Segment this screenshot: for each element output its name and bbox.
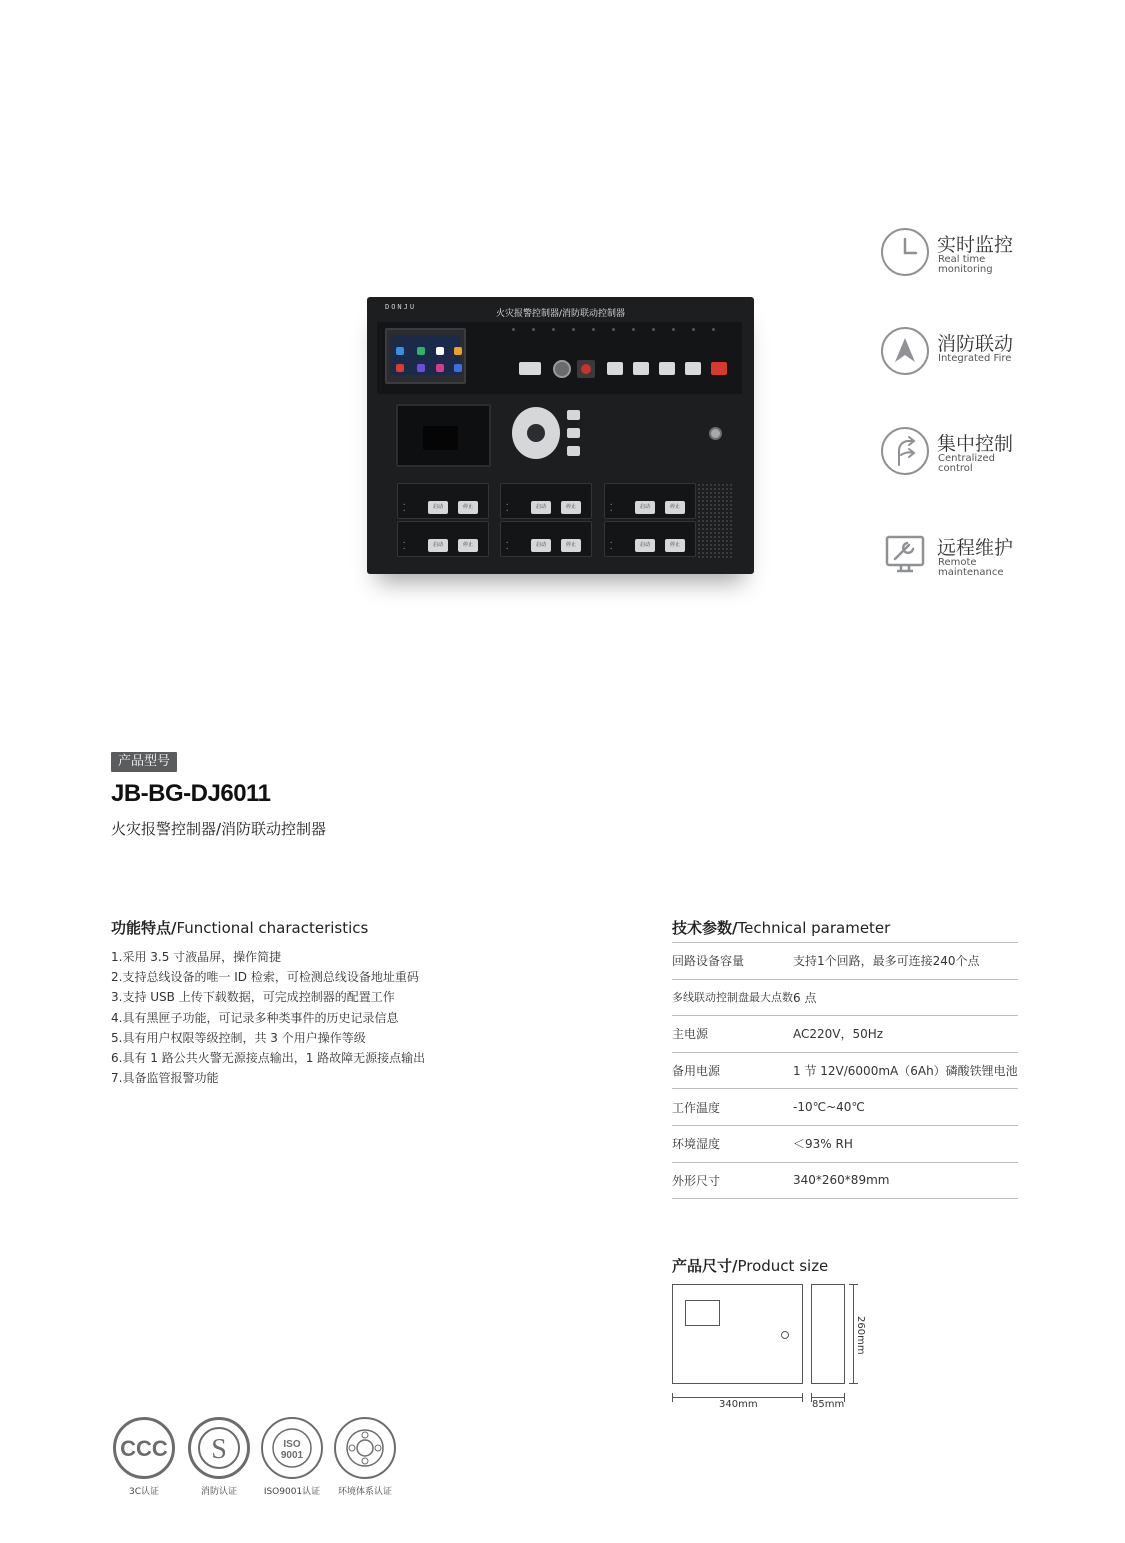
device-module: • • 启动 停止 (397, 483, 489, 519)
side-view (811, 1284, 845, 1384)
list-item: 2.支持总线设备的唯一 ID 检索，可检测总线设备地址重码 (111, 970, 419, 985)
product-name: 火灾报警控制器/消防联动控制器 (111, 820, 327, 838)
table-row: 外形尺寸 340*260*89mm (672, 1162, 1018, 1199)
lock-icon (709, 427, 722, 440)
list-item: 4.具有黑匣子功能，可记录多种类事件的历史记录信息 (111, 1010, 399, 1025)
table-row: 主电源 AC220V，50Hz (672, 1016, 1018, 1053)
device-module: • • 启动 停止 (500, 521, 592, 557)
functional-title: 功能特点/Functional characteristics (111, 919, 369, 937)
device-brand: DONJU (385, 303, 417, 311)
device-keypad (512, 407, 602, 462)
environment-logo-icon (334, 1417, 396, 1479)
svg-text:CCC: CCC (120, 1436, 168, 1461)
list-item: 1.采用 3.5 寸液晶屏，操作简捷 (111, 950, 282, 964)
device-module: • • 启动 停止 (604, 521, 696, 557)
functional-list (111, 947, 551, 1088)
model-tag: 产品型号 (111, 752, 177, 772)
svg-text:9001: 9001 (280, 1450, 304, 1461)
table-row: 备用电源 1 节 12V/6000mA（6Ah）磷酸铁锂电池 (672, 1052, 1018, 1089)
cert-iso9001: ISO 9001 ISO9001认证 (259, 1417, 325, 1497)
size-title: 产品尺寸/Product size (672, 1257, 829, 1275)
svg-text:S: S (211, 1434, 227, 1465)
product-photo (367, 297, 754, 574)
table-row: 环境湿度 ＜93% RH (672, 1125, 1018, 1162)
svg-text:ISO: ISO (283, 1439, 301, 1450)
feature-integrated-fire: 消防联动 Integrated Fire (881, 327, 1041, 379)
depth-label: 85mm (812, 1399, 845, 1410)
cert-environment: 环境体系认证 (332, 1417, 398, 1497)
arrow-up-icon (881, 327, 929, 375)
device-module: • • 启动 停止 (500, 483, 592, 519)
device-printer (396, 404, 491, 467)
device-control-panel (377, 322, 742, 394)
height-label: 260mm (855, 1316, 866, 1355)
device-indicator-leds (505, 328, 735, 348)
device-lcd-screen (385, 328, 466, 384)
device-module: • • 启动 停止 (397, 521, 489, 557)
feature-remote-maintenance: 远程维护 Remote maintenance (881, 531, 1041, 583)
feature-centralized-control: 集中控制 Centralized control (881, 427, 1041, 479)
feature-realtime-monitoring: 实时监控 Real time monitoring (881, 228, 1041, 280)
technical-table (672, 942, 1018, 1199)
model-number: JB-BG-DJ6011 (111, 780, 271, 807)
table-row: 多线联动控制盘最大点数 6 点 (672, 979, 1018, 1016)
list-item: 3.支持 USB 上传下载数据，可完成控制器的配置工作 (111, 990, 395, 1005)
list-item: 6.具有 1 路公共火警无源接点输出，1 路故障无源接点输出 (111, 1051, 426, 1066)
table-row: 回路设备容量 支持1个回路，最多可连接240个点 (672, 943, 1018, 980)
fire-cert-logo-icon (188, 1417, 250, 1479)
list-item: 5.具有用户权限等级控制，共 3 个用户操作等级 (111, 1030, 366, 1045)
device-speaker-grille (697, 483, 734, 559)
width-label: 340mm (719, 1399, 758, 1410)
list-item: 7.具备监管报警功能 (111, 1071, 219, 1086)
table-row: 工作温度 -10℃~40℃ (672, 1089, 1018, 1126)
device-title: 火灾报警控制器/消防联动控制器 (495, 309, 626, 319)
cert-fire: S 消防认证 (186, 1417, 252, 1497)
iso9001-logo-icon (261, 1417, 323, 1479)
ccc-logo-icon (113, 1417, 175, 1479)
branch-arrow-icon (881, 427, 929, 475)
device-module: • • 启动 停止 (604, 483, 696, 519)
front-view-screen (685, 1300, 720, 1326)
technical-title: 技术参数/Technical parameter (672, 919, 891, 937)
monitor-wrench-icon (881, 531, 929, 579)
lock-icon (781, 1331, 789, 1339)
clock-icon (881, 228, 929, 276)
cert-3c: CCC 3C认证 (111, 1417, 177, 1497)
